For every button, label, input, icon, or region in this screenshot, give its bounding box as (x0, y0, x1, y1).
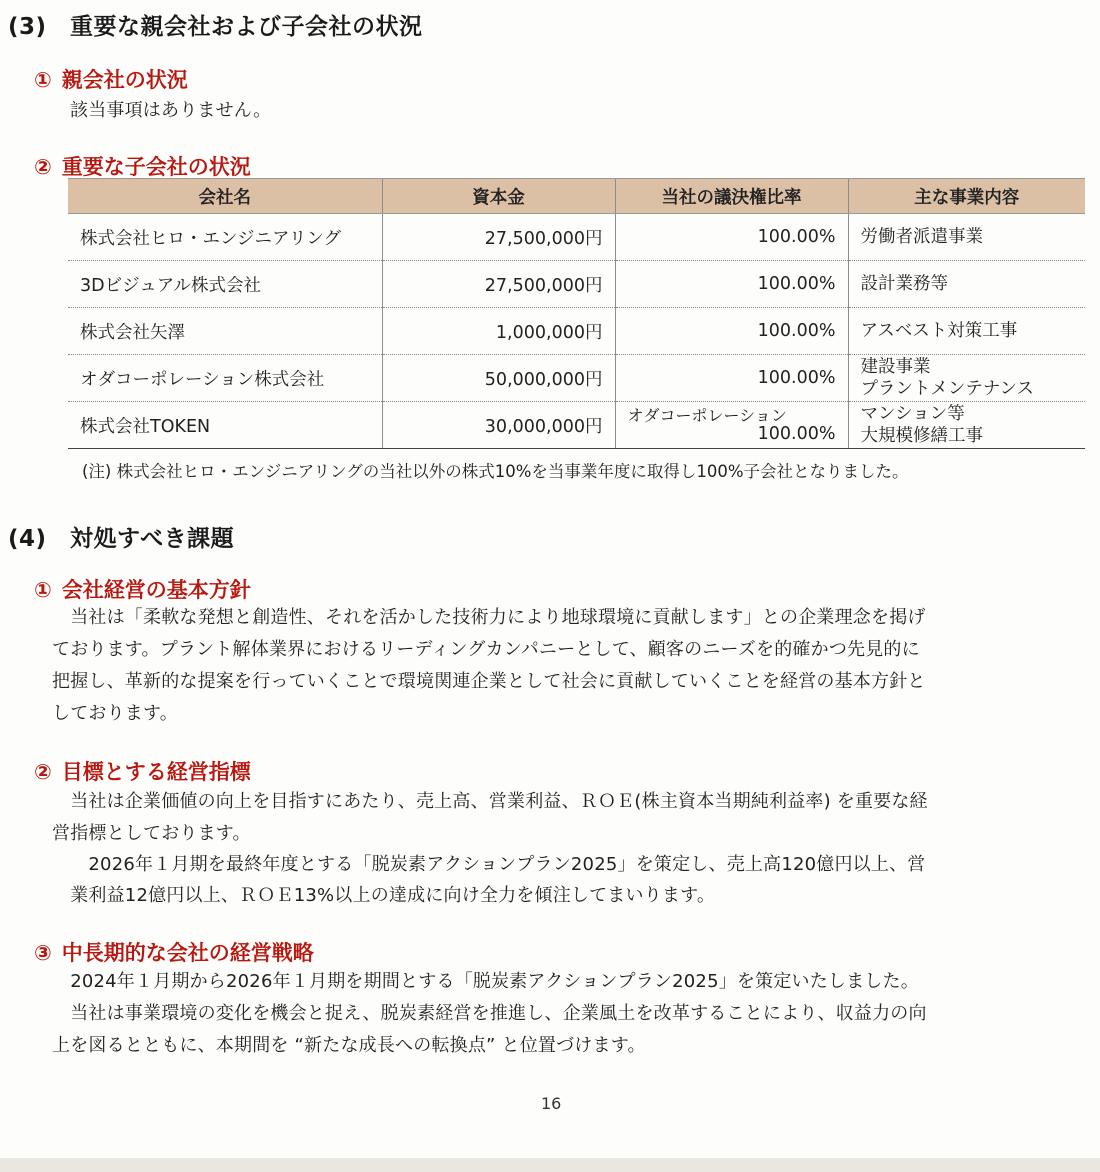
capital-value: 27,500,000円 (382, 214, 615, 261)
paragraph-line: 当社は「柔軟な発想と創造性、それを活かした技術力により地球環境に貢献します」との企業理念を掲げ (52, 607, 926, 628)
capital-value: 50,000,000円 (382, 355, 615, 402)
subsidiaries-heading (34, 151, 251, 181)
heading-number: ③ (34, 941, 52, 965)
voting-ratio (615, 261, 848, 308)
ratio-value: 100.00% (757, 321, 836, 341)
col-header-company: 会社名 (68, 179, 382, 214)
col-header-business: 主な事業内容 (848, 179, 1085, 214)
company-name: オダコーポレーション株式会社 (68, 355, 382, 402)
capital-value: 1,000,000円 (382, 308, 615, 355)
heading-number: ② (34, 155, 52, 179)
heading-text: 中長期的な会社の経営戦略 (61, 941, 314, 965)
col-header-capital: 資本金 (382, 179, 615, 214)
paragraph-line: 2024年１月期から2026年１月期を期間とする「脱炭素アクションプラン2025」を策定いたしました。 (52, 971, 919, 992)
voting-ratio (615, 308, 848, 355)
business-content (848, 402, 1085, 449)
paragraph-line: 把握し、革新的な提案を行っていくことで環境関連企業として社会に貢献していくことを経営の基本方針と (52, 671, 926, 692)
parent-company-text: 該当事項はありません。 (70, 100, 272, 121)
company-name: 株式会社TOKEN (68, 402, 382, 449)
business-line: 大規模修繕工事 (860, 426, 983, 446)
midterm-strategy-heading (34, 937, 314, 967)
heading-number: ① (34, 578, 52, 602)
table-footnote: (注) 株式会社ヒロ・エンジニアリングの当社以外の株式10%を当事業年度に取得し100%子会社となりました。 (82, 462, 909, 481)
heading-text: 目標とする経営指標 (61, 760, 251, 784)
paragraph-line: ております。プラント解体業界におけるリーディングカンパニーとして、顧客のニーズを的確かつ先見的に (52, 639, 920, 660)
paragraph-line: 当社は企業価値の向上を目指すにあたり、売上高、営業利益、ＲＯＥ(株主資本当期純利益率) を重要な経 (52, 791, 928, 812)
company-name: 株式会社ヒロ・エンジニアリング (68, 214, 382, 261)
ratio-value: 100.00% (757, 368, 836, 388)
heading-text: 重要な子会社の状況 (61, 155, 251, 179)
col-header-voting-ratio: 当社の議決権比率 (615, 179, 848, 214)
paragraph-line: 業利益12億円以上、ＲＯＥ13%以上の達成に向け全力を傾注してまいります。 (52, 885, 716, 906)
paragraph-line: 営指標としております。 (52, 823, 251, 844)
table-header-row (68, 179, 1085, 214)
parent-company-heading (34, 64, 188, 94)
heading-text: 親会社の状況 (61, 68, 188, 92)
ratio-value: 100.00% (757, 274, 836, 294)
capital-value: 27,500,000円 (382, 261, 615, 308)
business-line: 設計業務等 (860, 274, 948, 294)
table-row (68, 261, 1085, 308)
ratio-value: 100.00% (757, 227, 836, 247)
company-name: 株式会社矢澤 (68, 308, 382, 355)
ratio-holder-name: オダコーポレーション (627, 406, 787, 425)
business-content (848, 355, 1085, 402)
paragraph-line: 上を図るとともに、本期間を “新たな成長への転換点” と位置づけます。 (52, 1035, 646, 1056)
table-row (68, 308, 1085, 355)
business-line: プラントメンテナンス (860, 379, 1034, 399)
paragraph-line: 当社は事業環境の変化を機会と捉え、脱炭素経営を推進し、企業風土を改革することにより、収益力の向 (52, 1003, 927, 1024)
section-3-title: (3) 重要な親会社および子会社の状況 (8, 14, 423, 40)
heading-text: 会社経営の基本方針 (61, 578, 251, 602)
table-row (68, 214, 1085, 261)
business-content (848, 308, 1085, 355)
business-line: 労働者派遣事業 (860, 227, 983, 247)
page-bottom-edge (0, 1158, 1100, 1172)
section-4-title: (4) 対処すべき課題 (8, 526, 235, 552)
business-content (848, 261, 1085, 308)
ratio-value: 100.00% (757, 424, 836, 444)
business-line: 建設事業 (860, 357, 931, 377)
capital-value: 30,000,000円 (382, 402, 615, 449)
voting-ratio (615, 355, 848, 402)
paragraph-line: しております。 (52, 703, 178, 724)
business-line: アスベスト対策工事 (860, 321, 1018, 341)
paragraph-line: 2026年１月期を最終年度とする「脱炭素アクションプラン2025」を策定し、売上高120億円以上、営 (52, 854, 926, 875)
business-line: マンション等 (860, 404, 965, 424)
voting-ratio (615, 402, 848, 449)
voting-ratio (615, 214, 848, 261)
heading-number: ① (34, 68, 52, 92)
company-name: 3Dビジュアル株式会社 (68, 261, 382, 308)
table-row (68, 402, 1085, 449)
target-indicators-heading (34, 756, 251, 786)
heading-number: ② (34, 760, 52, 784)
basic-policy-heading (34, 574, 251, 604)
business-content (848, 214, 1085, 261)
page-number: 16 (541, 1094, 562, 1113)
subsidiaries-table (68, 178, 1085, 449)
table-row (68, 355, 1085, 402)
